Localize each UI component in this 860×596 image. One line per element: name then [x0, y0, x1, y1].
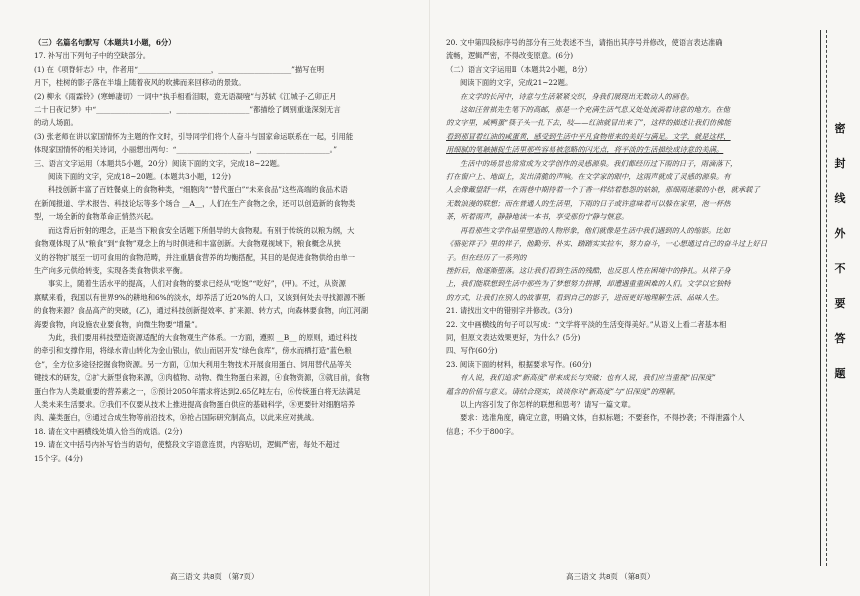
right-page-footer: 高三语文 共8页 （第8页） [566, 572, 655, 581]
text-line: 无数浪漫的联想；而在普通人的生活里，下雨的日子或许意味着可以躲在家里，泡一杯热 [446, 198, 731, 208]
text-line: 信息；不少于800字。 [446, 426, 519, 436]
seal-char: 外 [834, 227, 846, 240]
seal-char: 封 [834, 157, 846, 170]
text-line: 再看那些文学作品里塑造的人物形象，他们就像是生活中我们遇到的人的缩影。比如 [460, 225, 730, 235]
text-line: 二十日夜记梦》中“____________________，____________________”都描绘了阔别重逢深刻无言 [34, 105, 341, 115]
text-line: 蕴含的价值与意义。请结合现实，谈谈你对“新高度”与“旧深度”的理解。 [446, 386, 680, 396]
text-line: 键技术的研发，②扩大新型食物来源，③肉植物、动物、微生物蛋白来源，④食物资源，③就目前，食物 [34, 373, 370, 383]
text-line: 以上内容引发了你怎样的联想和思考？请写一篇文章。 [460, 399, 636, 409]
seal-char: 答 [834, 332, 846, 345]
seal-notice [832, 120, 848, 400]
text-line: 用细腻的笔触捕捉生活里那些容易被忽略的闪光点，将平淡的生活描绘成诗意的美满。 [446, 145, 724, 155]
text-line: （二）语言文字运用Ⅱ（本题共2小题，8分） [446, 64, 592, 74]
text-line: 的方式，让我们在别人的故事里，看到自己的影子，进而更好地理解生活、品味人生。 [446, 292, 724, 302]
text-line: 21. 请找出文中的错别字并修改。(3分) [446, 306, 573, 316]
text-line: 20. 文中第四段标序号的部分有三处表述不当，请指出其序号并修改，使语言表达准确 [446, 38, 723, 47]
text-line: 的食物来源？食品高产的突破，(乙)，通过科技创新提效率、扩来源、转方式，向森林要食物，向江河湖 [34, 306, 369, 316]
text-line: 人会像戴望舒一样，在雨巷中期待着一个丁香一样结着愁怨的姑娘，那细雨迷蒙的小巷，就承载了 [446, 185, 760, 195]
text-line: 上，我们能联想到生活中那些为了梦想努力拼搏，却遭遇重重困难的人们。文学以它独特 [446, 279, 731, 289]
text-line: 海要食物，向设施农业要食物，向微生物要“增量”。 [34, 319, 202, 329]
left-page-text [34, 36, 414, 465]
text-line: （三）名篇名句默写（本题共1小题，6分） [34, 38, 176, 47]
seal-line-dashed [826, 30, 827, 566]
text-line: (1) 在《项脊轩志》中，作者用“____________________，____________________”描写在明 [34, 64, 325, 74]
text-line: 为此，我们要用科技塑造资源适配的大食物观生产体系。一方面，遵照 __B__ 的原则，通过科技 [48, 332, 358, 342]
seal-char: 密 [834, 122, 846, 135]
left-page-footer: 高三语文 共8页 （第7页） [170, 572, 259, 581]
text-line: 流畅，逻辑严密，不得改变原意。(6分) [446, 51, 574, 61]
right-page [430, 0, 860, 596]
text-line: 三、语言文字运用（本题共5小题，20分）阅读下面的文字，完成18~22题。 [34, 158, 285, 168]
seal-line-solid [820, 30, 821, 566]
text-line: 要求：选准角度，确定立意，明确文体，自拟标题；不要套作，不得抄袭；不得泄露个人 [460, 413, 745, 423]
text-line: 的文字里，咸鸭蛋“筷子头一扎下去，吱——红油就冒出来了”，这样的描述让我们仿佛能 [446, 118, 731, 128]
seal-char: 线 [834, 192, 846, 205]
text-line: 15个字。(4分) [34, 453, 83, 463]
text-line: 挫折后，他逐渐堕落。这让我们看到生活的残酷，也反思人性在困境中的挣扎。从祥子身 [446, 265, 731, 275]
text-line: 阅读下面的文字，完成18~20题。(本题共3小题，12分) [48, 172, 231, 182]
text-line: 事实上，随着生活水平的提高，人们对食物的要求已经从“吃饱”“吃好”，(甲)。不过，从资源 [48, 279, 346, 289]
text-line: 《骆驼祥子》里的祥子，他勤劳、朴实、踏踏实实拉车，努力奋斗，一心想通过自己的奋斗过上好日 [446, 239, 768, 249]
text-line: (2) 柳永《雨霖铃》(寒蝉凄切）一词中“执手相看泪眼，竟无语凝噎”与苏轼《江城子·乙卯正月 [34, 91, 337, 101]
seal-char: 不 [834, 262, 846, 275]
text-line: 义的谷物扩展至一切可食用的食物范畴，并注重膳食营养的均衡搭配，其目的是促进食物供给由单一 [34, 252, 356, 262]
text-line: 有人说，我们追求“新高度”带来成长与突破；也有人说，我们应当重视“旧深度” [460, 373, 716, 383]
text-line: 18. 请在文中画横线处填入恰当的成语。(2分) [34, 426, 183, 436]
text-line: 食物观体现了从“粮食”到“食物”观念上的与时俱进和丰富创新。大食物观视域下，粮食概念从狭 [34, 239, 341, 249]
text-line: 型，一场全新的食物革命正悄然兴起。 [34, 212, 159, 222]
text-line: 打在窗户上、地面上，发出清脆的声响。在文学家的眼中，这雨声就成了灵感的源泉。有 [446, 172, 731, 182]
seal-char: 题 [834, 367, 846, 380]
text-line: 的动人场面。 [34, 118, 78, 128]
text-line: 这如汪曾祺先生笔下的高邮，那是一个充满生活气息又处处流淌着诗意的地方。在他 [460, 105, 730, 115]
text-line: 生产向多元供给转变，实现各类食物供求平衡。 [34, 265, 188, 275]
text-line: 22. 文中画横线的句子可以写成：“文学将平淡的生活变得美好。”从语义上看二者基本相 [446, 319, 727, 329]
text-line: 的牵引和支撑作用，将绿水青山转化为金山银山，依山而居开发“绿色食库”，傍水而栖打造“蓝色粮 [34, 346, 352, 356]
text-line: 仓”，全方位多途径挖掘食物资源。另一方面，①加大利用生物技术开展食用蛋白、饲用替代品等关 [34, 359, 352, 369]
text-line: 19. 请在文中括号内补写恰当的语句，使整段文字语意连贯，内容贴切，逻辑严密，每处不超过 [34, 440, 340, 450]
right-page-text [446, 36, 816, 438]
text-line: 体现家国情怀的相关诗词，小丽想出两句：“____________________，____________________。” [34, 145, 337, 155]
text-line: 17. 补写出下列句子中的空缺部分。 [34, 51, 151, 61]
text-line: 在文学的长河中，诗意与生活紧紧交织，身我们展现出无数动人的画卷。 [460, 91, 694, 101]
text-line: 人类未来生活要求。⑦我们不仅要从技术上推进提高食物蛋白供应的基础科学，⑧更要针对细胞培养 [34, 399, 356, 409]
text-line: 在新闻报道、学术报告、科技论坛等多个场合 __A__，人们在生产食物之余，还可以创造新的食物类 [34, 198, 356, 208]
text-line: 月下，桂树的影子落在半墙上随着夜风的吹拂而来回移动的景致。 [34, 78, 246, 88]
text-line: 蛋白作为人类最重要的营养素之一，⑤预计2050年需求将达到2.65亿吨左右，⑥传统蛋白将无法满足 [34, 386, 361, 396]
text-line: (3) 张老师在讲以家国情怀为主题的作文时，引导同学们将个人奋斗与国家命运联系在一起，引用能 [34, 131, 354, 141]
text-line: 23. 阅读下面的材料，根据要求写作。(60分) [446, 359, 592, 369]
text-line: 禀赋来看，我国以有世界9%的耕地和6%的淡水，却养活了近20%的人口，又该到何处去寻找源源不断 [34, 292, 366, 302]
text-line: 子。但在经历了一系列的 [446, 252, 527, 262]
text-line: 而这背后折射的理念，正是当下粮食安全话题下所倡导的大食物观。有别于传统的以粮为纲，大 [48, 225, 355, 235]
text-line: 茶，听着雨声，静静地读一本书，享受那份宁静与惬意。 [446, 212, 629, 222]
text-line: 科技创新丰富了百姓餐桌上的食物种类，“细胞肉”“替代蛋白”“未来食品”这些高端的食品术语 [48, 185, 348, 195]
text-line: 同，但原文表达效果更好，为什么？(5分) [446, 332, 581, 342]
text-line: 阅读下面的文字，完成21~22题。 [460, 78, 573, 88]
text-line: 四、写作(60分) [446, 346, 498, 356]
seal-char: 要 [834, 297, 846, 310]
text-line: 看到那冒着红油的咸蛋黄，感受到生活中平凡食物带来的美好与满足。文学，就是这样， [446, 131, 731, 141]
text-line: 生活中的场景也常常成为文学创作的灵感源泉。我们都经历过下雨的日子，雨滴落下， [460, 158, 738, 168]
text-line: 肉、藻类蛋白，⑨通过合成生物等前沿技术，⑩抢占国际研究制高点，以此来应对挑战。 [34, 413, 319, 423]
